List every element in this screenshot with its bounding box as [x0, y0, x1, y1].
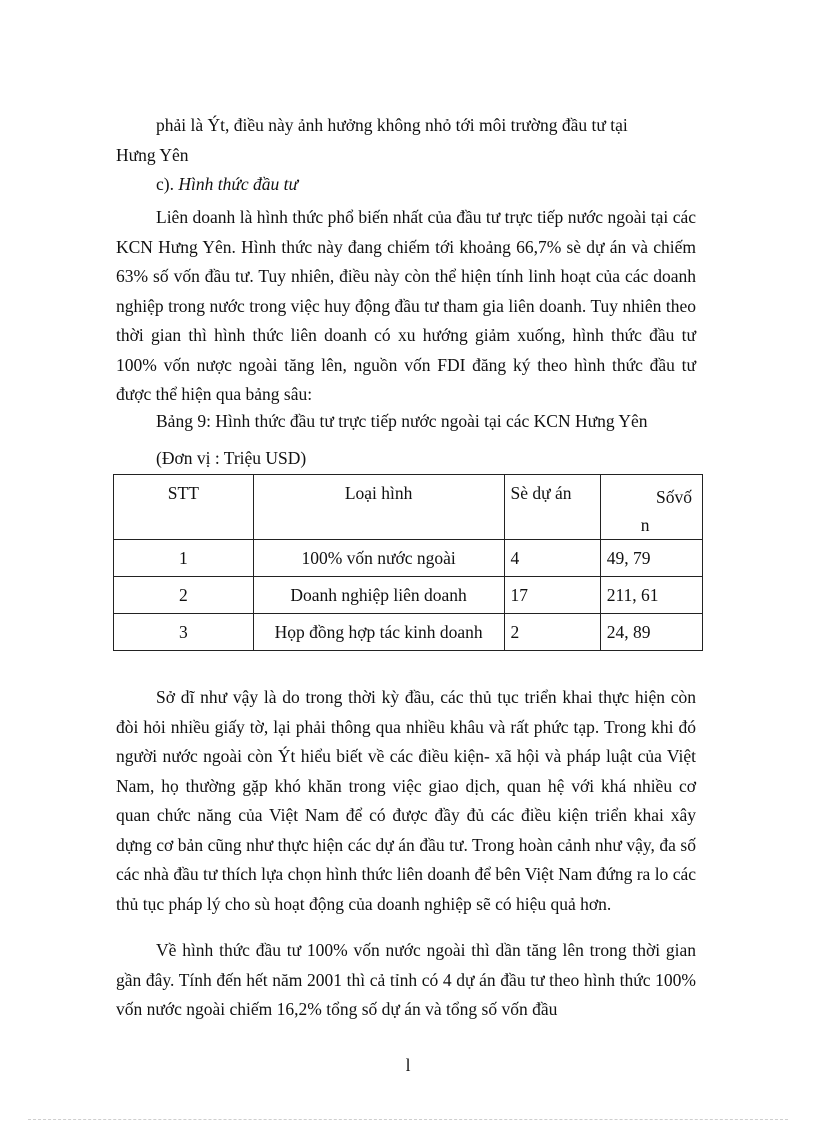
paragraph-continuation-line1: phải là Ýt, điều này ảnh hưởng không nhỏ tới môi trường đầu tư tại	[156, 115, 628, 135]
paragraph-intro-text: Liên doanh là hình thức phổ biến nhất của đầu tư trực tiếp nước ngoài tại các KCN Hưng Yên. Hình thức này đang chiếm tới khoảng 66,7% sè dự án và chiếm 63% số vốn đầu tư. Tuy nhiên, điều này còn thể hiện tính linh hoạt của các doanh nghiệp trong nước trong việc huy động đầu tư tham gia liên doanh. Tuy nhiên theo thời gian thì hình thức liên doanh có xu hướng giảm xuống, hình thức đầu tư 100% vốn nược ngoài tăng lên, nguồn vốn FDI đăng ký theo hình thức đầu tư được thể hiện qua bảng sâu:	[116, 207, 696, 404]
header-stt: STT	[114, 475, 254, 540]
cell-projects: 17	[504, 577, 600, 614]
page-number: l	[405, 1055, 411, 1075]
section-heading-title: Hình thức đầu tư	[178, 174, 299, 194]
table-unit: (Đơn vị : Triệu USD)	[156, 448, 307, 468]
table-row	[114, 577, 703, 614]
cell-projects: 4	[504, 540, 600, 577]
table-caption: Bảng 9: Hình thức đầu tư trực tiếp nước ngoài tại các KCN Hưng Yên	[156, 411, 648, 431]
section-heading	[156, 170, 298, 200]
paragraph-intro	[116, 203, 696, 410]
paragraph-reason-text: Sở dĩ như vậy là do trong thời kỳ đầu, các thủ tục triển khai thực hiện còn đòi hỏi nhiều giấy tờ, lại phải thông qua nhiều khâu và rất phức tạp. Trong khi đó người nước ngoài còn Ýt hiểu biết về các điều kiện- xã hội và pháp luật của Việt Nam, họ thường gặp khó khăn trong việc giao dịch, quan hệ với khá nhiều cơ quan chức năng của Việt Nam để có được đầy đủ các điều kiện triển khai xây dựng cơ bản cũng như thực hiện các dự án đầu tư. Trong hoàn cảnh như vậy, đa số các nhà đầu tư thích lựa chọn hình thức liên doanh để bên Việt Nam đứng ra lo các thủ tục pháp lý cho sù hoạt động của doanh nghiệp sẽ có hiệu quả hơn.	[116, 687, 696, 914]
cell-type: Doanh nghiệp liên doanh	[253, 577, 504, 614]
paragraph-continuation	[116, 111, 696, 170]
header-type: Loại hình	[253, 475, 504, 540]
paragraph-reason	[116, 683, 696, 919]
paragraph-last-text: Về hình thức đầu tư 100% vốn nước ngoài thì dần tăng lên trong thời gian gần đây. Tính đến hết năm 2001 thì cả tỉnh có 4 dự án đầu tư theo hình thức 100% vốn nước ngoài chiếm 16,2% tổng số dự án và tổng số vốn đầu	[116, 940, 696, 1019]
header-capital-line1: Sốvố	[656, 487, 692, 507]
paragraph-continuation-line2: Hưng Yên	[116, 144, 189, 165]
cell-type: Họp đồng hợp tác kinh doanh	[253, 614, 504, 651]
table-row	[114, 540, 703, 577]
cell-type: 100% vốn nước ngoài	[253, 540, 504, 577]
cell-projects: 2	[504, 614, 600, 651]
cell-stt: 1	[114, 540, 254, 577]
paragraph-last	[116, 936, 696, 1025]
table-header-row	[114, 475, 703, 540]
header-capital	[600, 475, 702, 540]
header-projects: Sè dự án	[504, 475, 600, 540]
page-bottom-rule	[28, 1119, 788, 1120]
cell-stt: 3	[114, 614, 254, 651]
investment-form-table	[113, 474, 703, 651]
header-capital-line2: n	[640, 515, 650, 535]
cell-capital: 24, 89	[600, 614, 702, 651]
table-row	[114, 614, 703, 651]
section-heading-prefix: c).	[156, 174, 174, 194]
cell-capital: 49, 79	[600, 540, 702, 577]
cell-stt: 2	[114, 577, 254, 614]
cell-capital: 211, 61	[600, 577, 702, 614]
